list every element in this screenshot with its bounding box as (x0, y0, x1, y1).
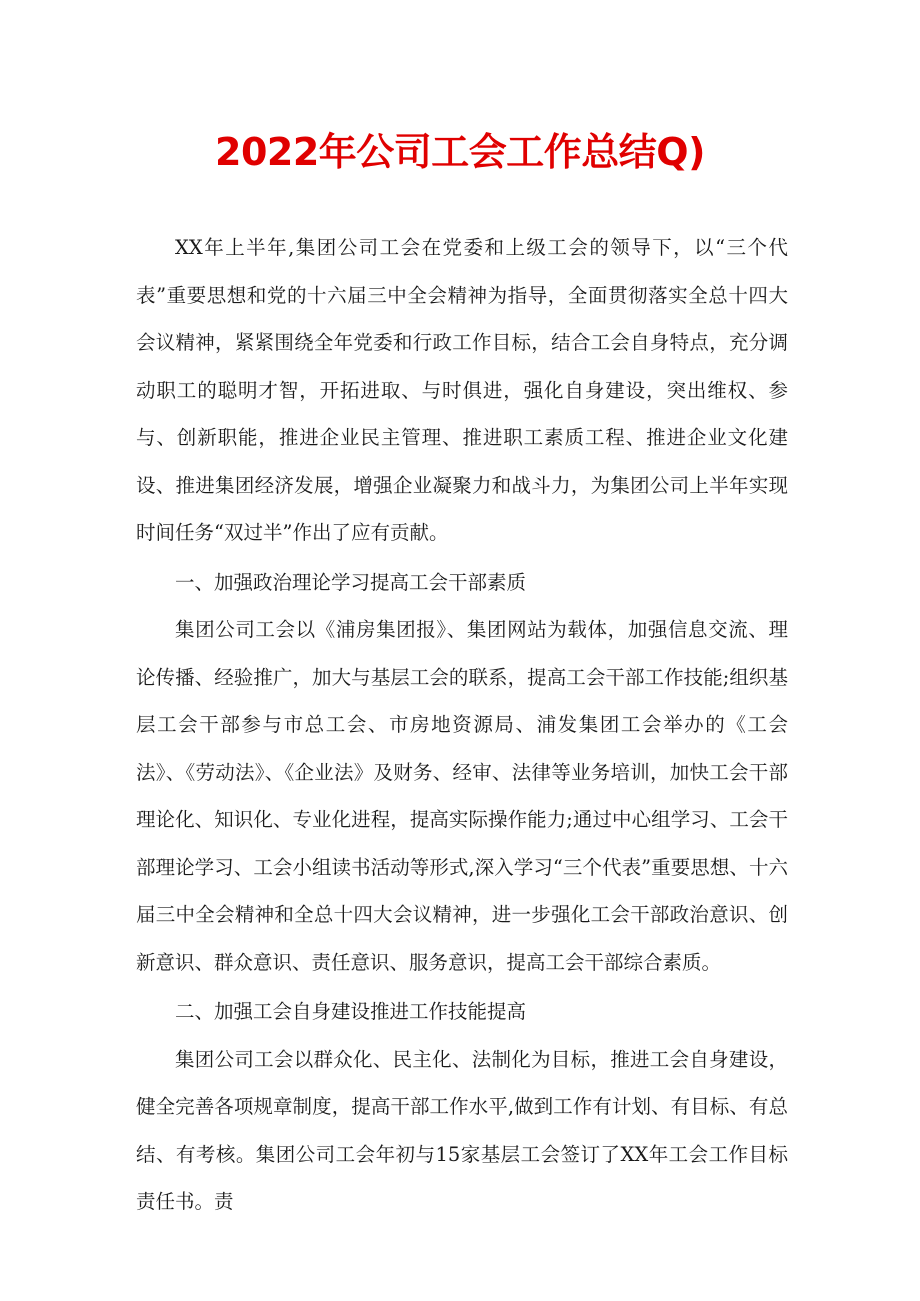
section-1-paragraph: 集团公司工会以《浦房集团报》、集团网站为载体，加强信息交流、理论传播、经验推广，加大与基层工会的联系，提高工会干部工作技能;组织基层工会干部参与市总工会、市房地资源局、浦发集团工会举办的《工会法》、《劳动法》、《企业法》及财务、经审、法律等业务培训，加快工会干部理论化、知识化、专业化进程，提高实际操作能力;通过中心组学习、工会干部理论学习、工会小组读书活动等形式,深入学习“三个代表”重要思想、十六届三中全会精神和全总十四大会议精神，进一步强化工会干部政治意识、创新意识、群众意识、责任意识、服务意识，提高工会干部综合素质。 (136, 618, 788, 974)
document-body (136, 224, 788, 1226)
section-heading-2: 二、加强工会自身建设推进工作技能提高 (175, 1000, 527, 1023)
section-2-paragraph: 集团公司工会以群众化、民主化、法制化为目标，推进工会自身建设，健全完善各项规章制度，提高干部工作水平,做到工作有计划、有目标、有总结、有考核。集团公司工会年初与15家基层工会签订了XX年工会工作目标责任书。责 (136, 1047, 788, 1213)
intro-paragraph: XX年上半年,集团公司工会在党委和上级工会的领导下，以“三个代表”重要思想和党的十六届三中全会精神为指导，全面贯彻落实全总十四大会议精神，紧紧围绕全年党委和行政工作目标，结合工会自身特点，充分调动职工的聪明才智，开拓进取、与时俱进，强化自身建设，突出维权、参与、创新职能，推进企业民主管理、推进职工素质工程、推进企业文化建设、推进集团经济发展，增强企业凝聚力和战斗力，为集团公司上半年实现时间任务“双过半”作出了应有贡献。 (136, 236, 788, 544)
section-heading-1: 一、加强政治理论学习提高工会干部素质 (175, 570, 527, 594)
document-title: 2022年公司工会工作总结Q) (215, 130, 705, 174)
